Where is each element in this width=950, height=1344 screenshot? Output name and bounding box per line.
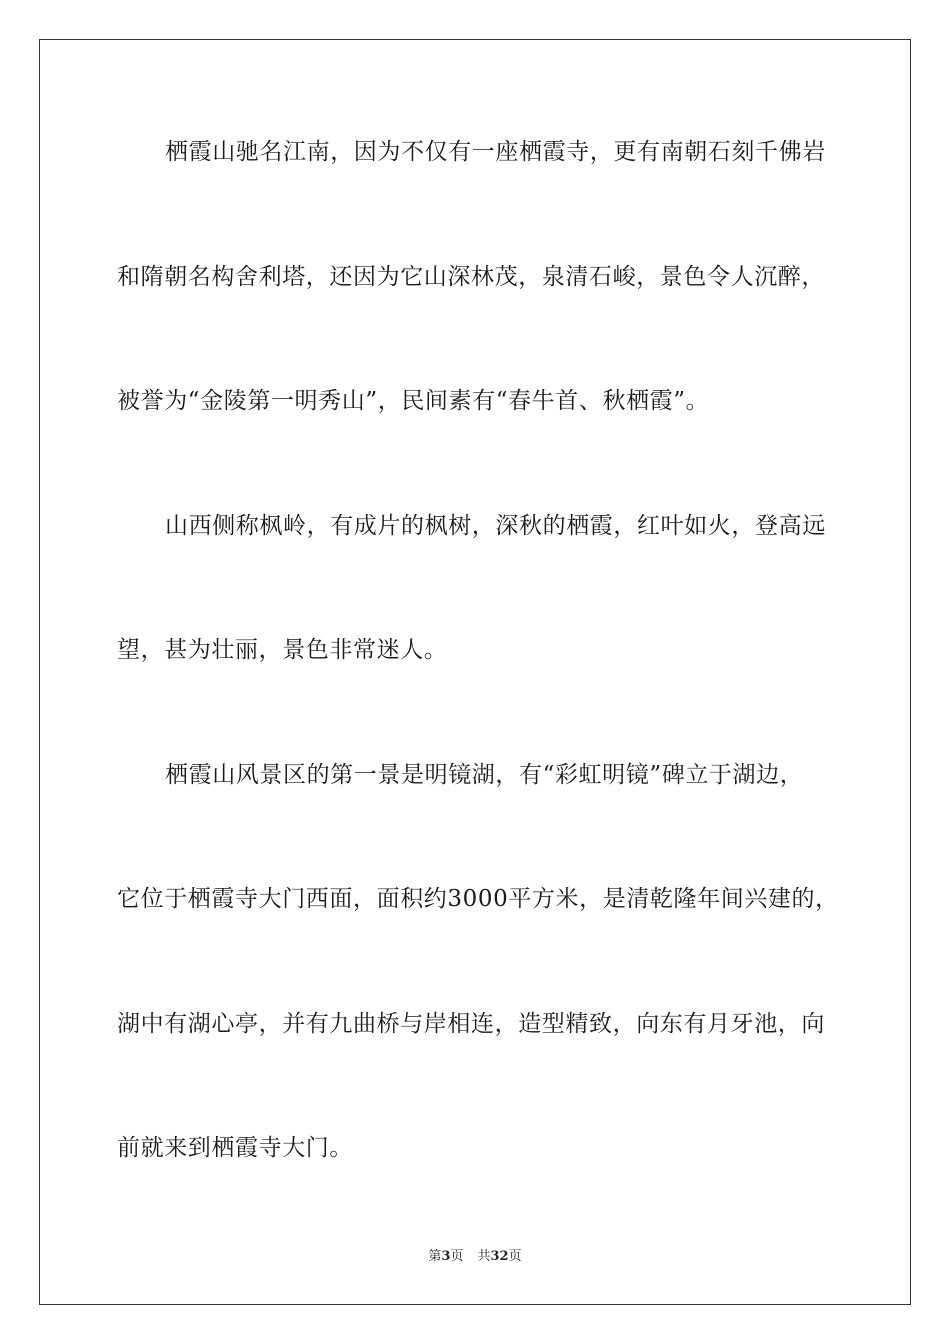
page-border — [39, 39, 911, 1305]
footer-total-suffix: 页 — [508, 1249, 522, 1264]
page-footer — [0, 1248, 950, 1266]
footer-page-number: 3 — [441, 1249, 451, 1264]
footer-total-prefix: 共 — [477, 1249, 491, 1264]
paragraph-3-line-4: 前就来到栖霞寺大门。 — [117, 1135, 353, 1161]
paragraph-1-line-2: 和隋朝名构舍利塔，还因为它山深林茂，泉清石峻，景色令人沉醉， — [117, 264, 825, 290]
paragraph-2-line-2: 望，甚为壮丽，景色非常迷人。 — [117, 637, 448, 663]
paragraph-1-line-3: 被誉为“金陵第一明秀山”，民间素有“春牛首、秋栖霞”。 — [117, 388, 710, 414]
paragraph-3-line-1: 栖霞山风景区的第一景是明镜湖，有“彩虹明镜”碑立于湖边， — [165, 762, 804, 788]
footer-page-suffix: 页 — [450, 1249, 464, 1264]
footer-page-prefix: 第 — [428, 1249, 442, 1264]
paragraph-1-line-1: 栖霞山驰名江南，因为不仅有一座栖霞寺，更有南朝石刻千佛岩 — [165, 139, 826, 165]
paragraph-3-line-2: 它位于栖霞寺大门西面，面积约3000平方米，是清乾隆年间兴建的， — [117, 886, 839, 912]
paragraph-3-line-3: 湖中有湖心亭，并有九曲桥与岸相连，造型精致，向东有月牙池，向 — [117, 1011, 825, 1037]
paragraph-2-line-1: 山西侧称枫岭，有成片的枫树，深秋的栖霞，红叶如火，登高远 — [165, 513, 826, 539]
footer-total-pages: 32 — [490, 1249, 509, 1264]
